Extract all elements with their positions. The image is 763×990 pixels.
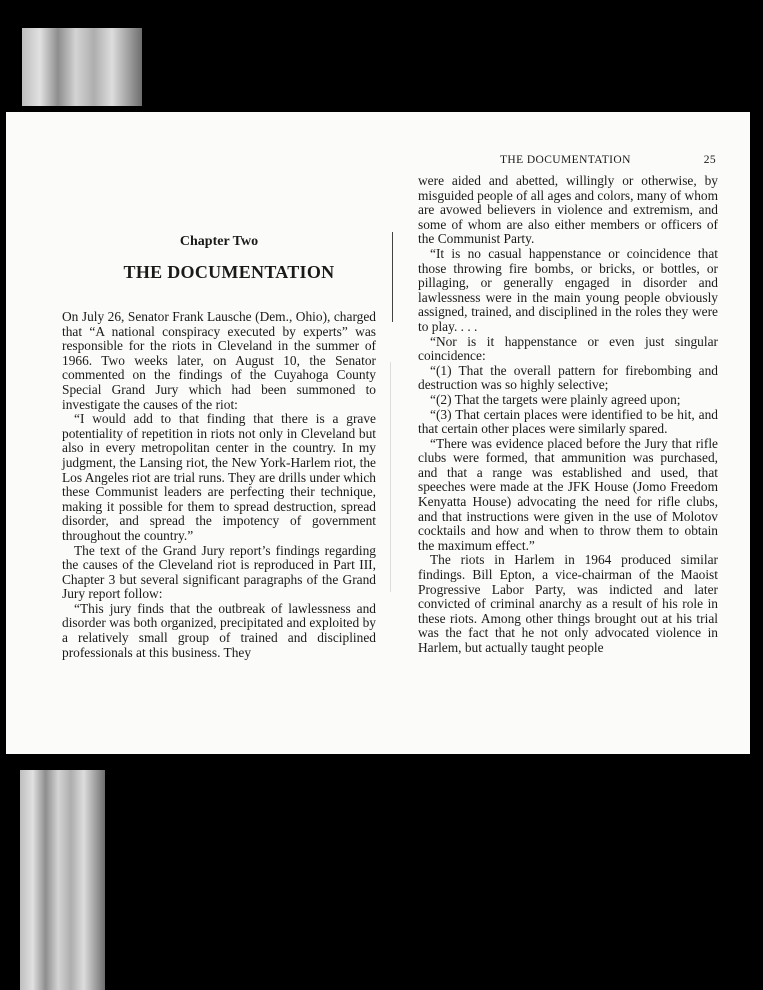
gutter-shadow — [390, 362, 391, 592]
paragraph: The text of the Grand Jury report’s findings regarding the causes of the Cleveland riot is reproduced in Part III, Chapter 3 but several significant paragraphs of the Grand Jury report follow: — [62, 542, 376, 602]
paragraph: “It is no casual happenstance or coincidence that those throwing fire bombs, or bricks, or bottles, or pillaging, or generally engaged in disorder and lawlessness were in the main young people obviously assigned, trained, and disciplined in the roles they were to play. . . . — [418, 245, 718, 334]
page-number: 25 — [703, 154, 716, 166]
paragraph: On July 26, Senator Frank Lausche (Dem., Ohio), charged that “A national conspiracy executed by experts” was responsible for the riots in Cleveland in the summer of 1966. Two weeks later, on August 10, the Senator commented on the findings of the Cuyahoga County Special Grand Jury which had been summoned to investigate the causes of the riot: — [62, 309, 376, 412]
paragraph: “Nor is it happenstance or even just singular coincidence: — [418, 333, 718, 364]
chapter-label: Chapter Two — [179, 234, 259, 249]
scanner-artifact-bottom — [20, 770, 105, 990]
paragraph: “(3) That certain places were identified to be hit, and that certain other places were similarly spared. — [418, 406, 718, 437]
paragraph: The riots in Harlem in 1964 produced similar findings. Bill Epton, a vice-chairman of the Maoist Progressive Labor Party, was indicted and later convicted of criminal anarchy as a result of his role in these riots. Among other things brought out at his trial was the fact that he not only advocated violence in Harlem, but actually taught people — [418, 552, 718, 655]
scanner-artifact-top — [22, 28, 142, 106]
paragraph: “(2) That the targets were plainly agreed upon; — [430, 391, 681, 407]
right-body-text — [418, 174, 718, 656]
running-head-title: THE DOCUMENTATION — [500, 154, 631, 166]
paragraph: “(1) That the overall pattern for firebombing and destruction was so highly selective; — [418, 362, 718, 393]
paragraph: “There was evidence placed before the Jury that rifle clubs were formed, that ammunition was purchased, and that a range was established and used, that speeches were made at the JFK House (Jomo Freedom Kenyatta House) advocating the need for rifle clubs, and that instructions were given in the use of Molotov cocktails and how and when to throw them to obtain the maximum effect.” — [418, 435, 718, 553]
chapter-title: THE DOCUMENTATION — [123, 262, 335, 282]
paragraph: “I would add to that finding that there is a grave potentiality of repetition in riots not only in Cleveland but also in every metropolitan center in the country. In my judgment, the Lansing riot, the New York-Harlem riot, the Los Angeles riot are trial runs. They are drills under which these Communist leaders are perfecting their technique, making it possible for them to spread destruction, spread disorder, and spread the impotency of government throughout the country.” — [62, 411, 376, 543]
book-spread — [6, 112, 750, 754]
paragraph: were aided and abetted, willingly or otherwise, by misguided people of all ages and colors, many of whom are avowed believers in violence and extremism, and some of whom are also either members or officers of the Communist Party. — [418, 173, 718, 247]
paragraph: “This jury finds that the outbreak of lawlessness and disorder was both organized, precipitated and exploited by a relatively small group of trained and disciplined professionals at this business. They — [62, 600, 376, 660]
left-body-text — [62, 310, 376, 660]
